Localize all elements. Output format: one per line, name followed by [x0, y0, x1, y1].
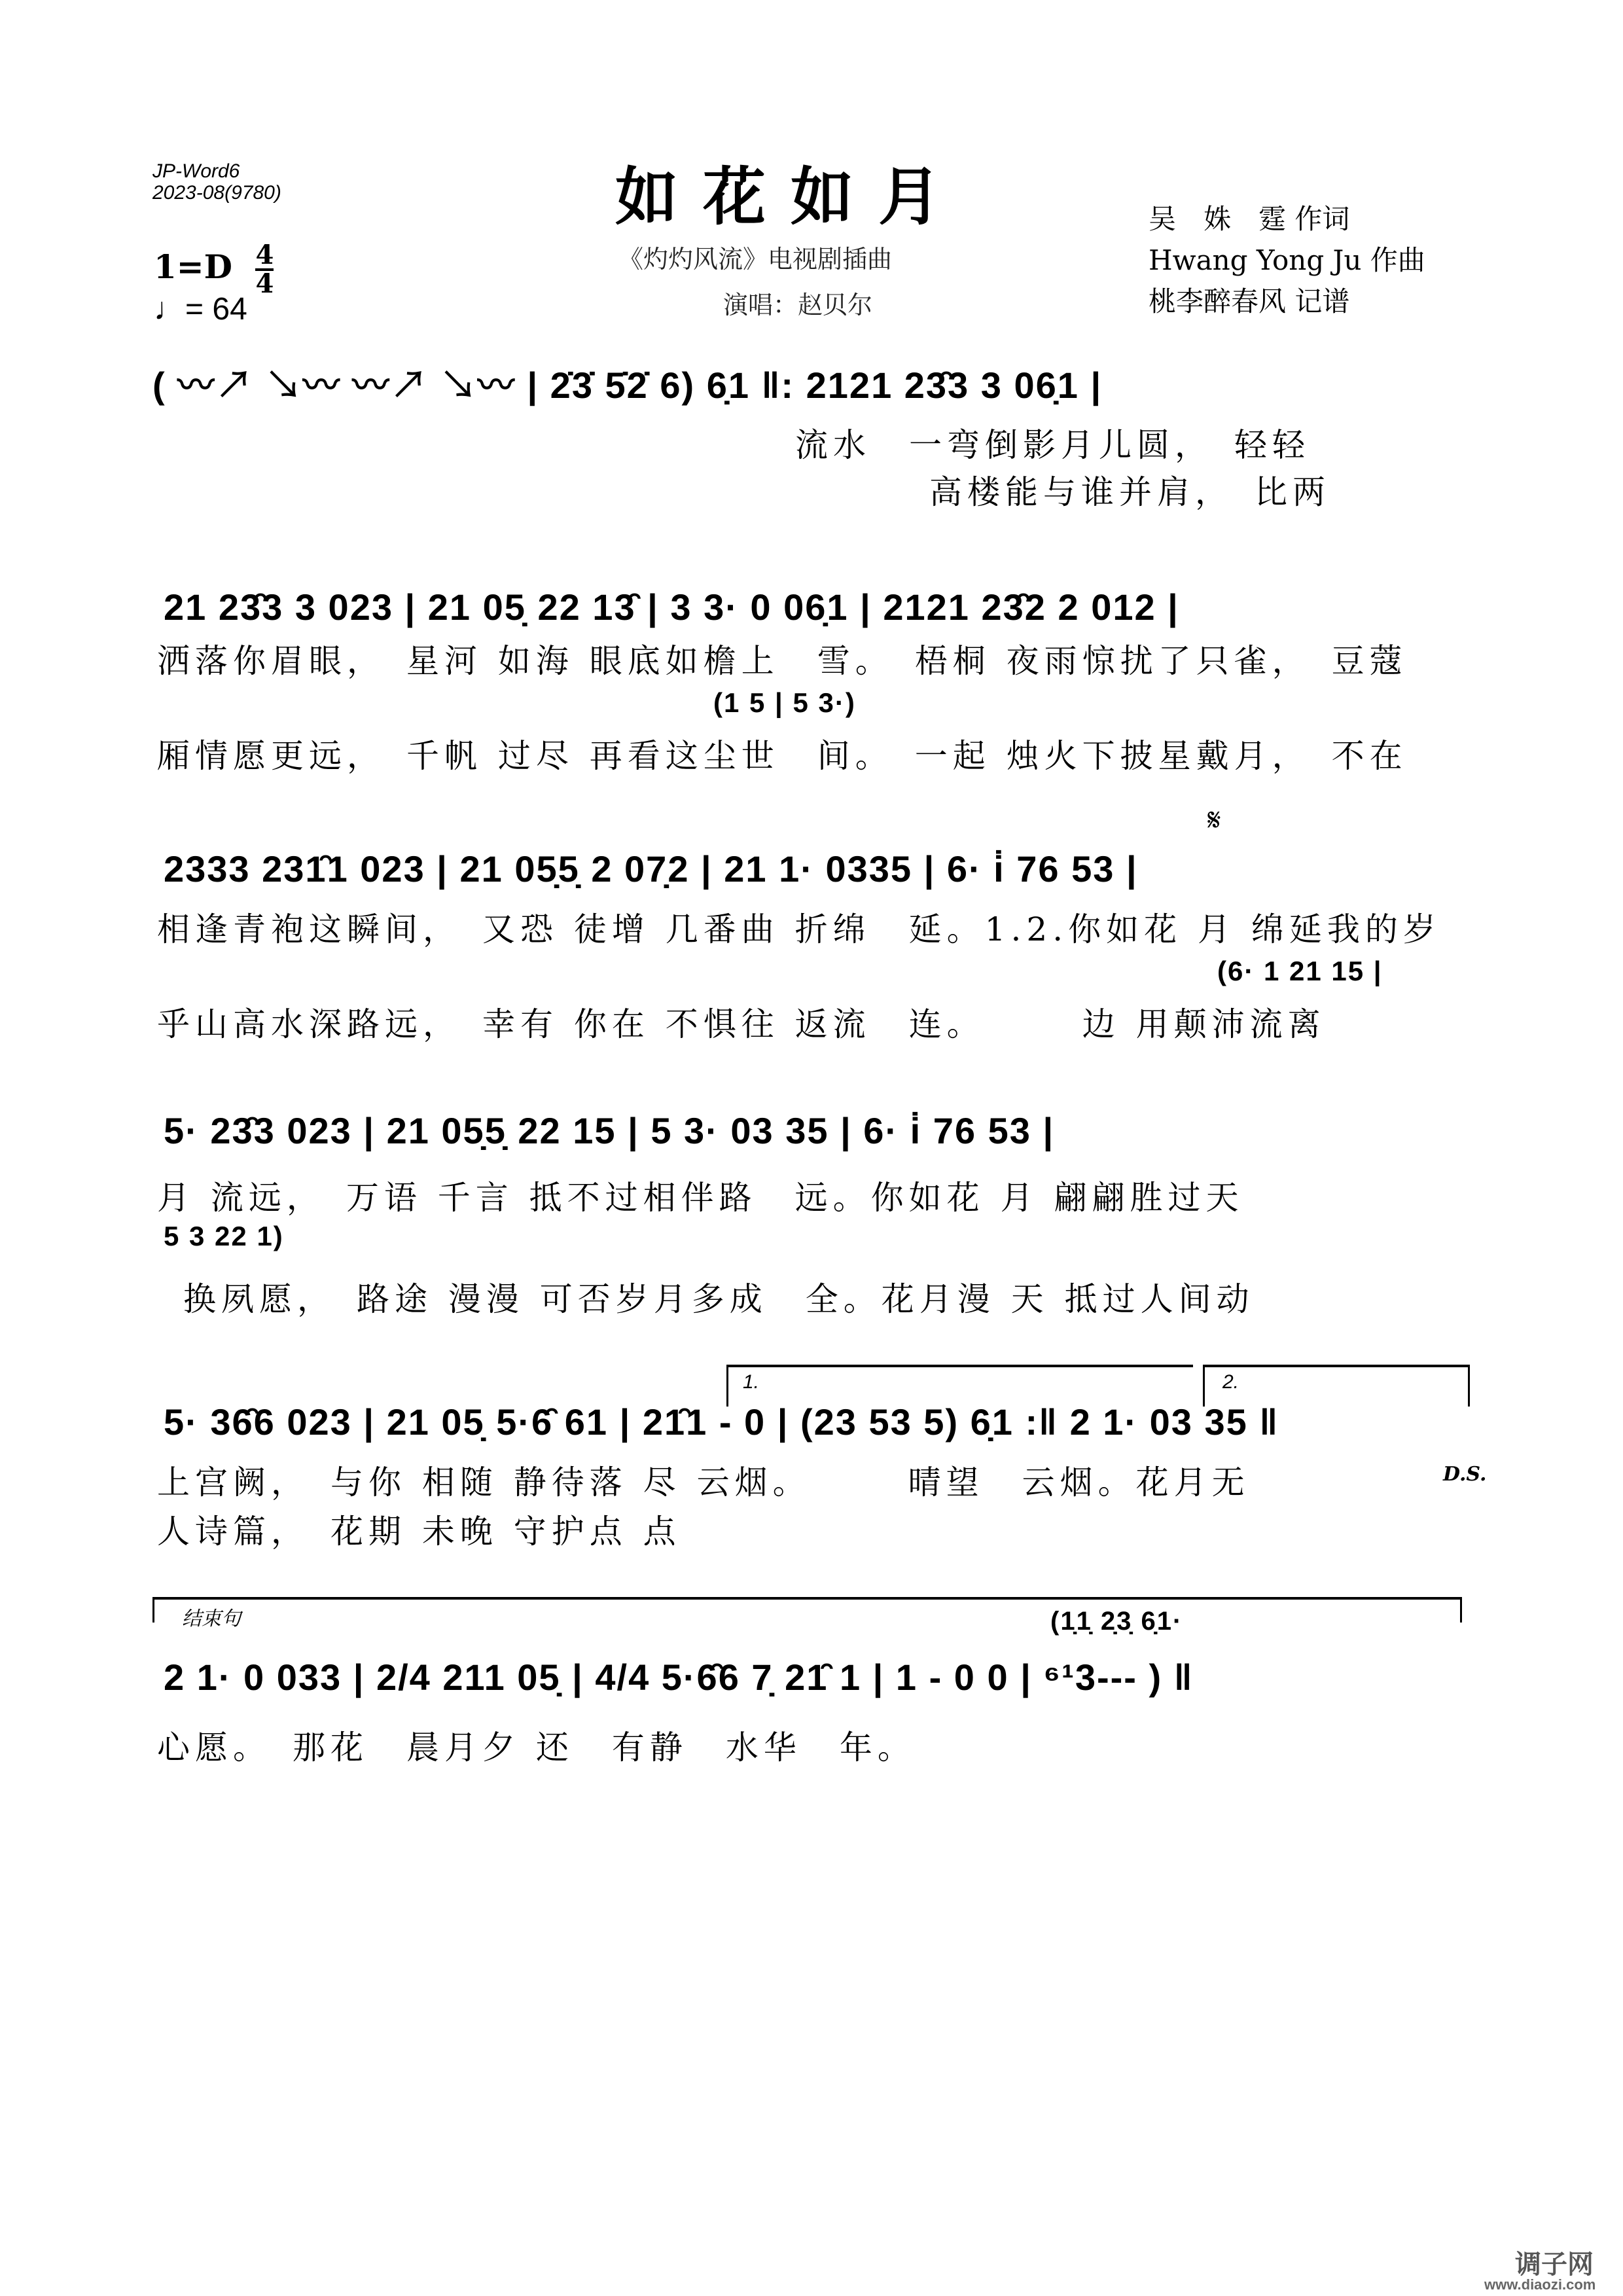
system-3-notes: 2333 231̑1 023 | 21 05̣5̣ 2 07̣2 | 21 1· 0335 | 6· i̇ 76 53 |	[164, 848, 1138, 889]
time-signature	[255, 242, 274, 297]
system-6-notes: 2 1· 0 033 | 2/4 211 05̣ | 4/4 5·6̑6 7̣ 21̑ 1 | 1 - 0 0 | ⁶¹3--- ) ‖	[164, 1657, 1194, 1698]
tempo-marking: ♩= 64	[154, 292, 247, 327]
system-3-lyric-2: 乎山高水深路远， 幸有 你在 不惧往 返流 连。 边 用颠沛流离	[157, 1005, 1326, 1043]
transcriber-credit: 桃李醉春风 记谱	[1149, 285, 1350, 317]
watermark-url: www.diaozi.com	[1484, 2276, 1596, 2293]
ds-marking: D.S.	[1443, 1463, 1487, 1486]
singer: 演唱：赵贝尔	[723, 291, 873, 319]
system-1-lyric-2: 高楼能与谁并肩， 比两	[929, 473, 1330, 511]
volta-2-label: 2.	[1222, 1371, 1240, 1393]
system-5-lyric-2: 人诗篇， 花期 未晚 守护点 点	[157, 1513, 681, 1551]
watermark-name: 调子网	[1515, 2250, 1594, 2279]
key-text: 1=D	[154, 247, 233, 286]
system-2-notes: 21 23̑3 3 023 | 21 05̣ 22 13̑ | 3 3· 0 06̣1 | 2121 23̑2 2 012 |	[164, 586, 1179, 628]
system-5-notes: 5· 36̑6 023 | 21 05̣ 5·6̑ 61 | 21̑1 - 0 | (23 53 5) 6̣1 :‖ 2 1· 03 35 ‖	[164, 1401, 1279, 1443]
system-4-lyric-2: 换夙愿， 路途 漫漫 可否岁月多成 全。花月漫 天 抵过人间动	[183, 1280, 1255, 1318]
volta-1-label: 1.	[743, 1371, 760, 1393]
key-signature	[154, 242, 274, 297]
time-sig-bottom: 4	[255, 268, 274, 299]
composer-credit: Hwang Yong Ju 作曲	[1149, 244, 1425, 276]
segno-sign: 𝄋	[1207, 802, 1221, 838]
system-6-paren-notes: (1̣1̣ 2̣3̣ 6̣1·	[1050, 1607, 1183, 1636]
version-date: 2023-08(9780)	[152, 182, 281, 204]
system-2-lyric-2: 厢情愿更远， 千帆 过尽 再看这尘世 间。 一起 烛火下披星戴月， 不在	[157, 737, 1408, 775]
lyricist-credit: 吴 姝 霆 作词	[1149, 203, 1350, 235]
software-label: JP-Word6	[152, 160, 240, 182]
subtitle: 《灼灼风流》电视剧插曲	[618, 245, 893, 274]
ending-section-bracket	[152, 1597, 1462, 1623]
ending-section-label: 结束句	[182, 1608, 241, 1630]
system-3-lyric-1: 相逢青袍这瞬间， 又恐 徒增 几番曲 折绵 延。1.2.你如花 月 绵延我的岁	[157, 910, 1441, 948]
time-sig-top: 4	[255, 240, 274, 270]
system-6-lyric-1: 心愿。 那花 晨月夕 还 有静 水华 年。	[157, 1729, 916, 1767]
system-2-paren-notes: (1 5 | 5 3·)	[713, 687, 856, 718]
system-2-lyric-1: 洒落你眉眼， 星河 如海 眼底如檐上 雪。 梧桐 夜雨惊扰了只雀， 豆蔻	[157, 642, 1408, 680]
page-title: 如花如月	[615, 160, 966, 234]
system-4-paren-notes: 5 3 22 1)	[164, 1221, 284, 1251]
system-3-paren-notes: (6· 1 21 15 |	[1217, 956, 1383, 986]
system-5-lyric-1: 上宫阙， 与你 相随 静待落 尽 云烟。 晴望 云烟。花月无	[157, 1463, 1250, 1501]
system-1-lyric-1: 流水 一弯倒影月儿圆， 轻轻	[795, 426, 1310, 464]
system-1-notes: ( 〰↗ ↘〰 〰↗ ↘〰 | 2̇3̇ 5̇2̇ 6) 6̣1 ‖: 2121 23̑3 3 06̣1 |	[152, 365, 1103, 406]
system-4-lyric-1: 月 流远， 万语 千言 抵不过相伴路 远。你如花 月 翩翩胜过天	[157, 1179, 1244, 1217]
system-4-notes: 5· 23̑3 023 | 21 05̣5̣ 22 15 | 5 3· 03 35 | 6· i̇ 76 53 |	[164, 1110, 1055, 1151]
